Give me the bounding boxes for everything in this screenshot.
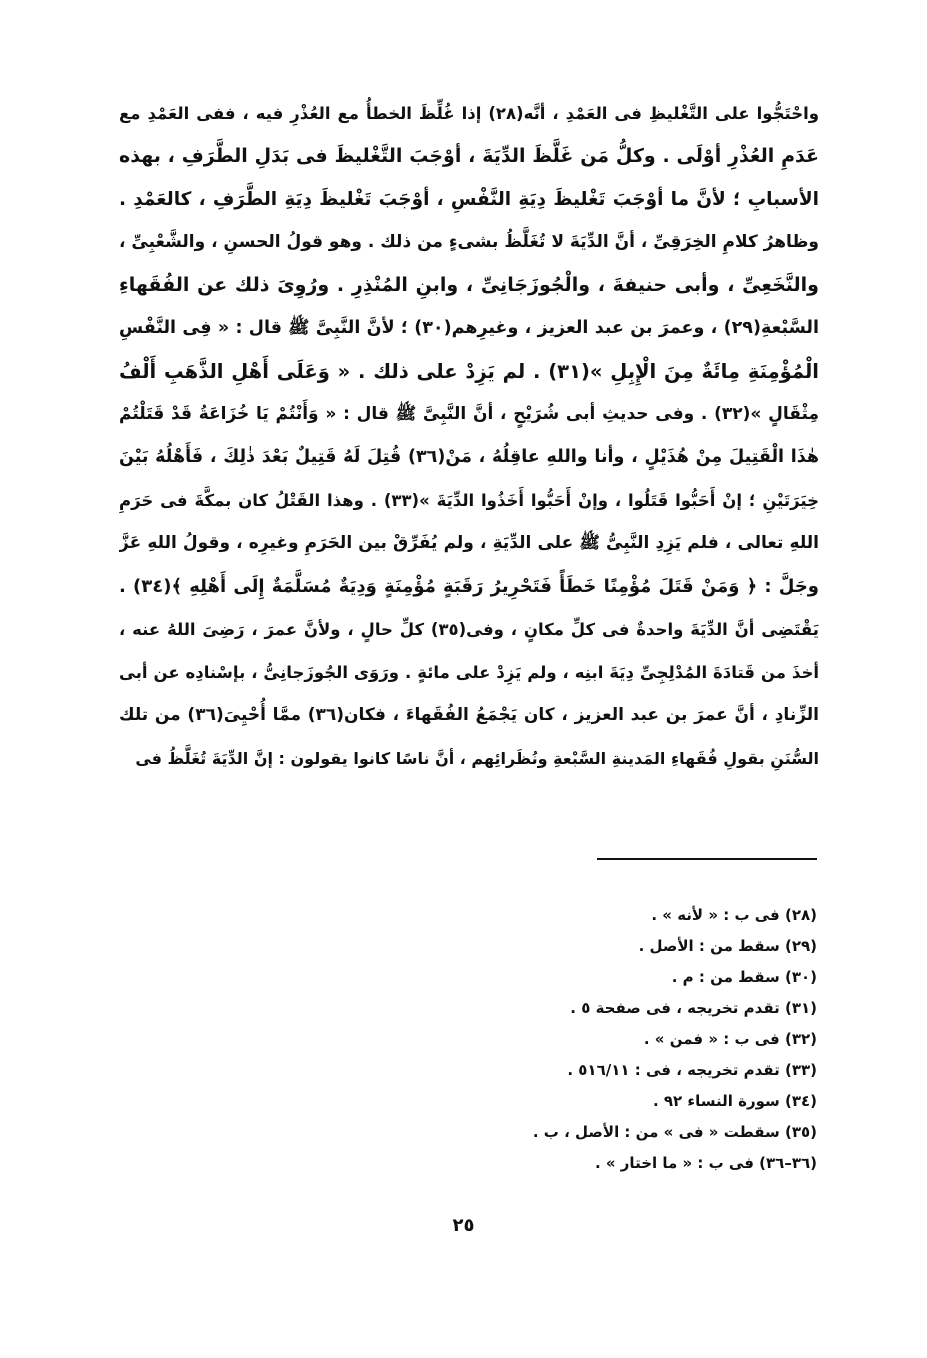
- text-line: هٰذَا الْقَتِيلَ مِنْ هُذَيْلٍ ، وأنا واللهِ عاقِلُهُ ، مَنْ(٣٦) قُتِلَ لَهُ قَتِيلٌ بَعْدَ ذٰلِكَ ، فَأَهْلُهُ بَيْنَ: [119, 447, 819, 467]
- footnote: (٣٠) سقط من : م .: [671, 968, 817, 986]
- text-line: السَّبْعةِ(٢٩) ، وعمرَ بن عبد العزيز ، وغيرِهم(٣٠) ؛ لأنَّ النَّبِىَّ ﷺ قال : « فِى النَّفْسِ: [119, 318, 819, 338]
- text-line: السُّنَنِ بقولِ فُقَهاءِ المَدينةِ السَّبْعةِ ونُظَرائِهم ، أنَّ ناسًا كانوا يقولون : إنَّ الدِّيَةَ تُغَلَّظُ فى: [135, 749, 819, 768]
- text-line: يَقْتَضِى أنَّ الدِّيَةَ واحدةٌ فى كلِّ مكانٍ ، وفى(٣٥) كلِّ حالٍ ، ولأنَّ عمرَ ، رَضِىَ اللهُ عنه ،: [119, 620, 819, 639]
- text-line: وظاهرُ كلامِ الخِرَقِىِّ ، أنَّ الدِّيَةَ لا تُغَلَّظُ بشىءٍ من ذلك . وهو قولُ الحسنِ ، والشَّعْبِىِّ ،: [119, 232, 819, 252]
- footnote: (٣٤) سورة النساء ٩٢ .: [652, 1092, 817, 1110]
- footnote: (٣٥) سقطت « فى » من : الأصل ، ب .: [532, 1123, 817, 1141]
- main-text: [119, 92, 819, 780]
- text-line: الْمُؤْمِنَةِ مِائَةٌ مِنَ الْإِبِلِ »(٣١) . لم يَزِدْ على ذلك . « وَعَلَى أَهْلِ الذَّهَبِ أَلْفُ: [119, 360, 819, 383]
- text-line: اللهِ تعالى ، فلم يَزِدِ النَّبِىُّ ﷺ على الدِّيَةِ ، ولم يُفَرِّقْ بين الحَرَمِ وغيرِه ، وقولُ اللهِ عَزَّ: [119, 533, 819, 553]
- footnote-separator: [597, 858, 817, 860]
- text-line: والنَّخَعِىِّ ، وأبى حنيفةَ ، والْجُوزَجَانِىِّ ، وابنِ المُنْذِرِ . ورُوِىَ ذلك عن الفُقَهاءِ: [119, 274, 819, 296]
- footnote: (٣٦–٣٦) فى ب : « ما اختار » .: [594, 1154, 817, 1172]
- page-number: ٢٥: [452, 1215, 475, 1236]
- footnote: (٢٨) فى ب : « لأنه » .: [651, 906, 817, 924]
- text-line: أخذَ من قَتادَةَ المُدْلِجِىِّ دِيَةَ ابنِه ، ولم يَزِدْ على مائةٍ . ورَوَى الجُوزَجانِىُّ ، بإسْنادِه عن أبى: [119, 663, 819, 682]
- footnote: (٣٣) تقدم تخريجه ، فى : ٥١٦/١١ .: [567, 1061, 817, 1079]
- footnote: (٢٩) سقط من : الأصل .: [638, 937, 817, 955]
- text-line: خِيَرَتَيْنِ ؛ إنْ أَحَبُّوا قَتَلُوا ، وإنْ أَحَبُّوا أَخَذُوا الدِّيَةَ »(٣٣) . وهذا القَتْلُ كان بمكَّةَ فى حَرَمِ: [119, 491, 819, 510]
- text-line: مِثْقَالٍ »(٣٢) . وفى حديثِ أبى شُرَيْحٍ ، أنَّ النَّبِىَّ ﷺ قال : « وَأَنْتُمْ يَا خُزَاعَةُ قَدْ قَتَلْتُمْ: [119, 404, 819, 424]
- text-line: وجَلَّ : ﴿ وَمَنْ قَتَلَ مُؤْمِنًا خَطَأً فَتَحْرِيرُ رَقَبَةٍ مُؤْمِنَةٍ وَدِيَةٌ مُسَلَّمَةٌ إِلَى أَهْلِهِ ﴾(٣٤) .: [119, 576, 819, 597]
- footnote: (٣١) تقدم تخريجه ، فى صفحة ٥ .: [570, 999, 817, 1017]
- text-line: واحْتَجُّوا على التَّغْليظِ فى العَمْدِ ، أنَّه(٢٨) إذا غُلِّظَ الخطأُ مع العُذْرِ فيه ، ففى العَمْدِ مع: [119, 104, 819, 123]
- text-line: الأسبابِ ؛ لأنَّ ما أوْجَبَ تَغْليظَ دِيَةِ النَّفْسِ ، أوْجَبَ تَغْليظَ دِيَةِ الطَّرَفِ ، كالعَمْدِ .: [119, 189, 819, 210]
- text-line: عَدَمِ العُذْرِ أوْلَى . وكلُّ مَن غَلَّظَ الدِّيَةَ ، أوْجَبَ التَّغْليظَ فى بَدَلِ الطَّرَفِ ، بهذه: [119, 145, 819, 167]
- text-line: الزِّنادِ ، أنَّ عمرَ بن عبد العزيز ، كان يَجْمَعُ الفُقَهاءَ ، فكان(٣٦) ممَّا أُحْيِىَ(٣٦) من تلك: [119, 705, 819, 725]
- footnote: (٣٢) فى ب : « فمن » .: [643, 1030, 817, 1048]
- footnotes: [217, 900, 817, 1179]
